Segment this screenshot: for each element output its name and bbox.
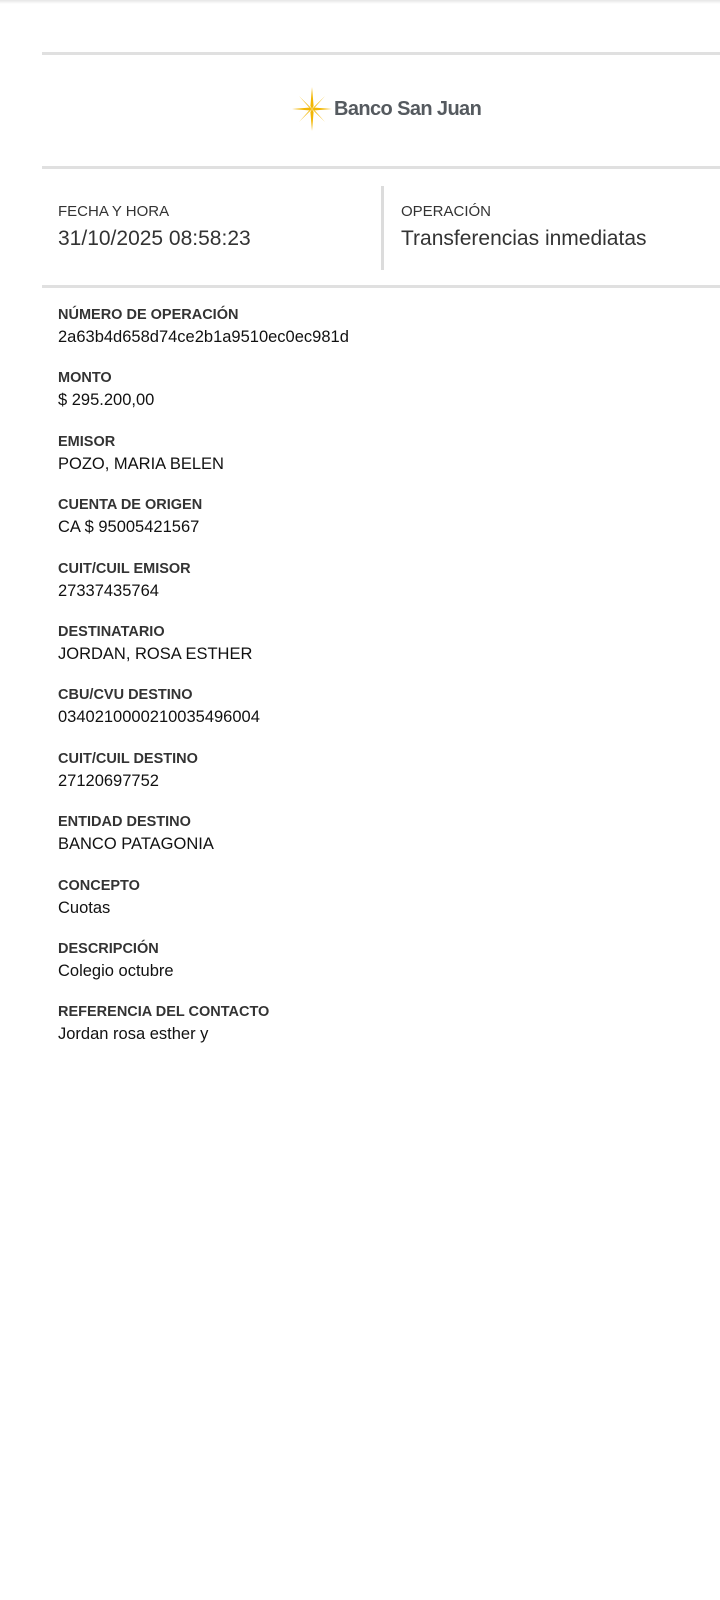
field-label: CUENTA DE ORIGEN <box>58 497 203 514</box>
field-label: EMISOR <box>58 433 116 450</box>
field-concept <box>58 876 720 939</box>
field-destination-cuit <box>58 749 720 812</box>
operation-label: OPERACIÓN <box>401 203 492 220</box>
field-label: MONTO <box>58 370 112 387</box>
field-description <box>58 939 720 1002</box>
field-value: Colegio octubre <box>58 961 174 980</box>
field-value: BANCO PATAGONIA <box>58 835 214 854</box>
top-shadow <box>0 0 720 4</box>
date-label: FECHA Y HORA <box>58 203 170 220</box>
field-operation-number <box>58 305 720 368</box>
meta-divider <box>381 186 384 270</box>
field-value: 27120697752 <box>58 771 159 790</box>
field-label: CBU/CVU DESTINO <box>58 687 193 704</box>
field-destination-bank <box>58 812 720 875</box>
field-label: REFERENCIA DEL CONTACTO <box>58 1004 270 1021</box>
bank-name: Banco San Juan <box>334 97 482 120</box>
field-contact-reference <box>58 1002 720 1065</box>
detail-fields <box>42 288 720 1066</box>
field-label: NÚMERO DE OPERACIÓN <box>58 307 239 323</box>
field-label: DESCRIPCIÓN <box>58 940 159 957</box>
field-value: 27337435764 <box>58 581 159 600</box>
bank-logo <box>292 87 481 131</box>
field-value: JORDAN, ROSA ESTHER <box>58 644 253 663</box>
field-sender <box>58 432 720 495</box>
logo-area <box>42 55 720 166</box>
field-value: $ 295.200,00 <box>58 391 155 410</box>
meta-row <box>42 169 720 285</box>
field-value: 2a63b4d658d74ce2b1a9510ec0ec981d <box>58 328 349 346</box>
field-label: CUIT/CUIL EMISOR <box>58 560 191 577</box>
field-value: Jordan rosa esther y <box>58 1025 209 1044</box>
field-amount <box>58 368 720 431</box>
date-value: 31/10/2025 08:58:23 <box>58 227 251 250</box>
field-value: POZO, MARIA BELEN <box>58 454 224 473</box>
field-recipient <box>58 622 720 685</box>
field-sender-cuit <box>58 559 720 622</box>
field-label: CUIT/CUIL DESTINO <box>58 750 198 767</box>
star-burst-icon <box>292 87 332 131</box>
field-label: ENTIDAD DESTINO <box>58 814 191 831</box>
field-source-account <box>58 495 720 558</box>
field-destination-cbu <box>58 685 720 748</box>
field-label: DESTINATARIO <box>58 623 165 640</box>
field-value: 0340210000210035496004 <box>58 708 260 727</box>
operation-value: Transferencias inmediatas <box>401 227 647 250</box>
transfer-receipt <box>42 52 720 1066</box>
field-value: Cuotas <box>58 898 111 917</box>
field-label: CONCEPTO <box>58 877 140 894</box>
field-value: CA $ 95005421567 <box>58 518 200 537</box>
